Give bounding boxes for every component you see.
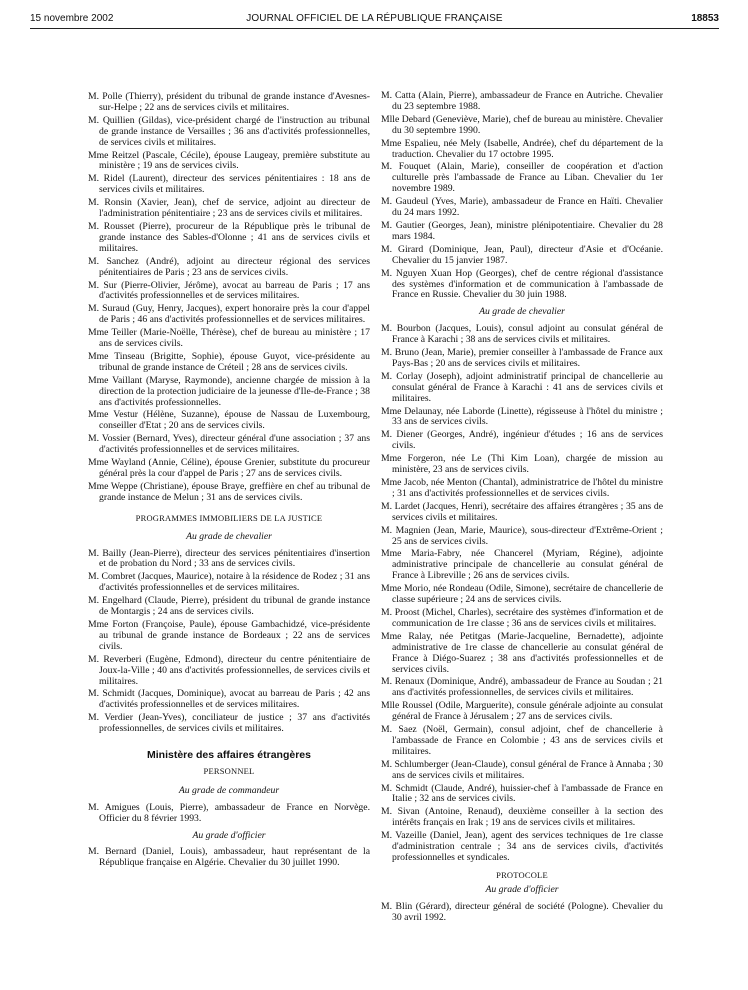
list-item: M. Sanchez (André), adjoint au directeur régional des services pénitentiaires de Paris ; 23 ans de services civils. — [88, 255, 370, 278]
left-column — [88, 92, 370, 871]
grade-heading-chevalier-right: Au grade de chevalier — [479, 306, 565, 318]
list-item: M. Rousset (Pierre), procureur de la République près le tribunal de grande instance des Sables-d'Olonne ; 41 ans de services civils et militaires. — [88, 220, 370, 254]
list-item: Mlle Debard (Geneviève, Marie), chef de bureau au ministère. Chevalier du 30 septembre 1990. — [381, 113, 663, 136]
list-item: Mme Ralay, née Petitgas (Marie-Jacqueline, Bernadette), adjointe administrative de 1re classe de chancellerie au consulat général de France à Diégo-Suarez ; 38 ans d'activités professionnelles et de services civils. — [381, 630, 663, 675]
list-item: M. Bailly (Jean-Pierre), directeur des services pénitentiaires d'insertion et de probation du Nord ; 33 ans de services civils. — [88, 547, 370, 570]
list-item: M. Fouquet (Alain, Marie), conseiller de coopération et d'action culturelle près l'ambassade de France au Liban. Chevalier du 1er novembre 1989. — [381, 161, 663, 195]
list-item: Mme Wayland (Annie, Céline), épouse Grenier, substitute du procureur général près la cour d'appel de Paris ; 27 ans de services civils. — [88, 457, 370, 479]
header-rule — [30, 28, 719, 29]
list-item: M. Schlumberger (Jean-Claude), consul général de France à Annaba ; 30 ans de services civils et militaires. — [381, 758, 663, 781]
entry-list-protocole — [381, 902, 663, 924]
list-item: M. Vossier (Bernard, Yves), directeur général d'une association ; 37 ans d'activités professionnelles et de services militaires. — [88, 433, 370, 456]
list-item: Mlle Roussel (Odile, Marguerite), consule générale adjointe au consulat général de France à Jérusalem ; 27 ans de services civils. — [381, 700, 663, 723]
list-item: Mme Vaillant (Maryse, Raymonde), ancienne chargée de mission à la direction de la protection judiciaire de la jeunesse d'Ile-de-France ; 38 ans d'activités professionnelles. — [88, 374, 370, 408]
page-header — [30, 13, 719, 29]
list-item: M. Proost (Michel, Charles), secrétaire des systèmes d'information et de communication de 1re classe ; 36 ans de services civils et militaires. — [381, 606, 663, 629]
list-item: M. Bruno (Jean, Marie), premier conseiller à l'ambassade de France aux Pays-Bas ; 20 ans de services civils et militaires. — [381, 347, 663, 369]
list-item: Mme Weppe (Christiane), épouse Braye, greffière en chef au tribunal de grande instance de Melun ; 31 ans de services civils. — [88, 480, 370, 503]
list-item: Mme Forton (Françoise, Paule), épouse Gambachidzé, vice-présidente au tribunal de grande instance de Bordeaux ; 22 ans de services civils. — [88, 618, 370, 652]
list-item: M. Girard (Dominique, Jean, Paul), directeur d'Asie et d'Océanie. Chevalier du 15 janvier 1987. — [381, 243, 663, 266]
list-item: M. Polle (Thierry), président du tribunal de grande instance d'Avesnes-sur-Helpe ; 22 ans de services civils et militaires. — [88, 91, 370, 113]
list-item: M. Diener (Georges, André), ingénieur d'études ; 16 ans de services civils. — [381, 429, 663, 452]
list-item: M. Corlay (Joseph), adjoint administratif principal de chancellerie au consulat général de France à Karachi : 41 ans de services civils et militaires. — [381, 370, 663, 404]
list-item: Mme Espalieu, née Mely (Isabelle, Andrée), chef du département de la traduction. Chevalier du 17 octobre 1995. — [381, 137, 663, 160]
list-item: M. Amigues (Louis, Pierre), ambassadeur de France en Norvège. Officier du 8 février 1993. — [88, 801, 370, 824]
list-item: M. Suraud (Guy, Henry, Jacques), expert honoraire près la cour d'appel de Paris ; 46 ans d'activités professionnelles et de services militaires. — [88, 303, 370, 326]
list-item: M. Vazeille (Daniel, Jean), agent des services techniques de 1re classe d'administration centrale ; 34 ans de services civils, d'activités professionnelles et syndicales. — [381, 830, 663, 863]
list-item: M. Quillien (Gildas), vice-président chargé de l'instruction au tribunal de grande instance de Versailles ; 36 ans d'activités professionnelles, de services civils et militaires. — [88, 114, 370, 148]
section-heading-programmes: PROGRAMMES IMMOBILIERS DE LA JUSTICE — [135, 512, 323, 523]
list-item: M. Engelhard (Claude, Pierre), président du tribunal de grande instance de Montargis ; 24 ans de services civils. — [88, 595, 370, 618]
list-item: Mme Forgeron, née Le (Thi Kim Loan), chargée de mission au ministère, 23 ans de services civils. — [381, 453, 663, 476]
list-item: Mme Teiller (Marie-Noëlle, Thérèse), chef de bureau au ministère ; 17 ans de services civils. — [88, 327, 370, 350]
list-item: M. Saez (Noël, Germain), consul adjoint, chef de chancellerie à l'ambassade de France en Colombie ; 43 ans de services civils et militaires. — [381, 724, 663, 757]
list-item: M. Catta (Alain, Pierre), ambassadeur de France en Autriche. Chevalier du 23 septembre 1988. — [381, 90, 663, 112]
list-item: M. Nguyen Xuan Hop (Georges), chef de centre régional d'assistance des systèmes d'information et de communication à l'ambassade de France en Russie. Chevalier du 30 juin 1988. — [381, 267, 663, 301]
list-item: Mme Reitzel (Pascale, Cécile), épouse Laugeay, première substitute au ministère ; 19 ans de services civils. — [88, 149, 370, 172]
grade-heading-officier-protocole: Au grade d'officier — [485, 883, 559, 895]
list-item: M. Bernard (Daniel, Louis), ambassadeur, haut représentant de la République française en Algérie. Chevalier du 30 juillet 1990. — [88, 846, 370, 869]
header-page-number: 18853 — [691, 13, 719, 24]
ministry-heading: Ministère des affaires étrangères — [147, 749, 311, 762]
list-item: Mme Jacob, née Menton (Chantal), administratrice de l'hôtel du ministre ; 31 ans d'activités professionnelles et de services civils. — [381, 477, 663, 499]
list-item: M. Verdier (Jean-Yves), conciliateur de justice ; 37 ans d'activités professionnelles, de services civils et militaires. — [88, 712, 370, 735]
list-item: M. Schmidt (Claude, André), huissier-chef à l'ambassade de France en Italie ; 32 ans de services civils. — [381, 782, 663, 805]
list-item: M. Ronsin (Xavier, Jean), chef de service, adjoint au directeur de l'administration pénitentiaire ; 23 ans de services civils et militaires. — [88, 197, 370, 220]
list-item: M. Combret (Jacques, Maurice), notaire à la résidence de Rodez ; 31 ans d'activités professionnelles et de services militaires. — [88, 571, 370, 594]
header-date: 15 novembre 2002 — [30, 13, 114, 24]
list-item: Mme Tinseau (Brigitte, Sophie), épouse Guyot, vice-présidente au tribunal de grande instance de Créteil ; 28 ans de services civils. — [88, 350, 370, 373]
entry-list-justice — [88, 92, 370, 504]
entry-list-commandeur — [88, 803, 370, 825]
list-item: M. Gautier (Georges, Jean), ministre plénipotentiaire. Chevalier du 28 mars 1984. — [381, 219, 663, 242]
entry-list-programmes — [88, 549, 370, 736]
list-item: Mme Morio, née Rondeau (Odile, Simone), secrétaire de chancellerie de classe supérieure ; 24 ans de services civils. — [381, 583, 663, 606]
list-item: Mme Delaunay, née Laborde (Linette), régisseuse à l'hôtel du ministre ; 33 ans de services civils. — [381, 405, 663, 428]
list-item: M. Magnien (Jean, Marie, Maurice), sous-directeur d'Extrême-Orient ; 25 ans de services civils. — [381, 524, 663, 547]
list-item: M. Blin (Gérard), directeur général de société (Pologne). Chevalier du 30 avril 1992. — [381, 900, 663, 923]
list-item: M. Bourbon (Jacques, Louis), consul adjoint au consulat général de France à Karachi ; 38 ans de services civils et militaires. — [381, 323, 663, 346]
list-item: M. Reverberi (Eugène, Edmond), directeur du centre pénitentiaire de Joux-la-Ville ; 40 ans d'activités professionnelles, de services civils et militaires. — [88, 653, 370, 687]
grade-heading-chevalier: Au grade de chevalier — [186, 530, 272, 542]
list-item: M. Sur (Pierre-Olivier, Jérôme), avocat au barreau de Paris ; 17 ans d'activités professionnelles et de services militaires. — [88, 279, 370, 302]
list-item: M. Renaux (Dominique, André), ambassadeur de France au Soudan ; 21 ans d'activités professionnelles, de services civils et militaires. — [381, 676, 663, 699]
entry-list-chevalier-right — [381, 324, 663, 864]
header-title: JOURNAL OFFICIEL DE LA RÉPUBLIQUE FRANÇAISE — [246, 13, 503, 24]
list-item: M. Gaudeul (Yves, Marie), ambassadeur de France en Haïti. Chevalier du 24 mars 1992. — [381, 196, 663, 219]
list-item: Mme Vestur (Hélène, Suzanne), épouse de Nassau de Luxembourg, conseiller d'Etat ; 20 ans de services civils. — [88, 409, 370, 432]
grade-heading-commandeur: Au grade de commandeur — [178, 784, 280, 796]
list-item: M. Ridel (Laurent), directeur des services pénitentiaires : 18 ans de services civils et militaires. — [88, 173, 370, 196]
entry-list-officier-left — [88, 847, 370, 869]
subsection-heading-personnel: PERSONNEL — [203, 765, 255, 776]
list-item: M. Lardet (Jacques, Henri), secrétaire des affaires étrangères ; 35 ans de services civils et militaires. — [381, 500, 663, 523]
list-item: M. Sivan (Antoine, Renaud), deuxième conseiller à la section des intérêts français en Irak ; 19 ans de services civils et militaires. — [381, 806, 663, 829]
entry-list-officier-right — [381, 91, 663, 301]
list-item: Mme Maria-Fabry, née Chancerel (Myriam, Régine), adjointe administrative principale de chancellerie au consulat général de France à Libreville ; 26 ans de services civils. — [381, 548, 663, 582]
list-item: M. Schmidt (Jacques, Dominique), avocat au barreau de Paris ; 42 ans d'activités professionnelles et de services militaires. — [88, 688, 370, 711]
grade-heading-officier: Au grade d'officier — [192, 829, 266, 841]
right-column — [381, 91, 663, 926]
subsection-heading-protocole: PROTOCOLE — [496, 869, 548, 880]
